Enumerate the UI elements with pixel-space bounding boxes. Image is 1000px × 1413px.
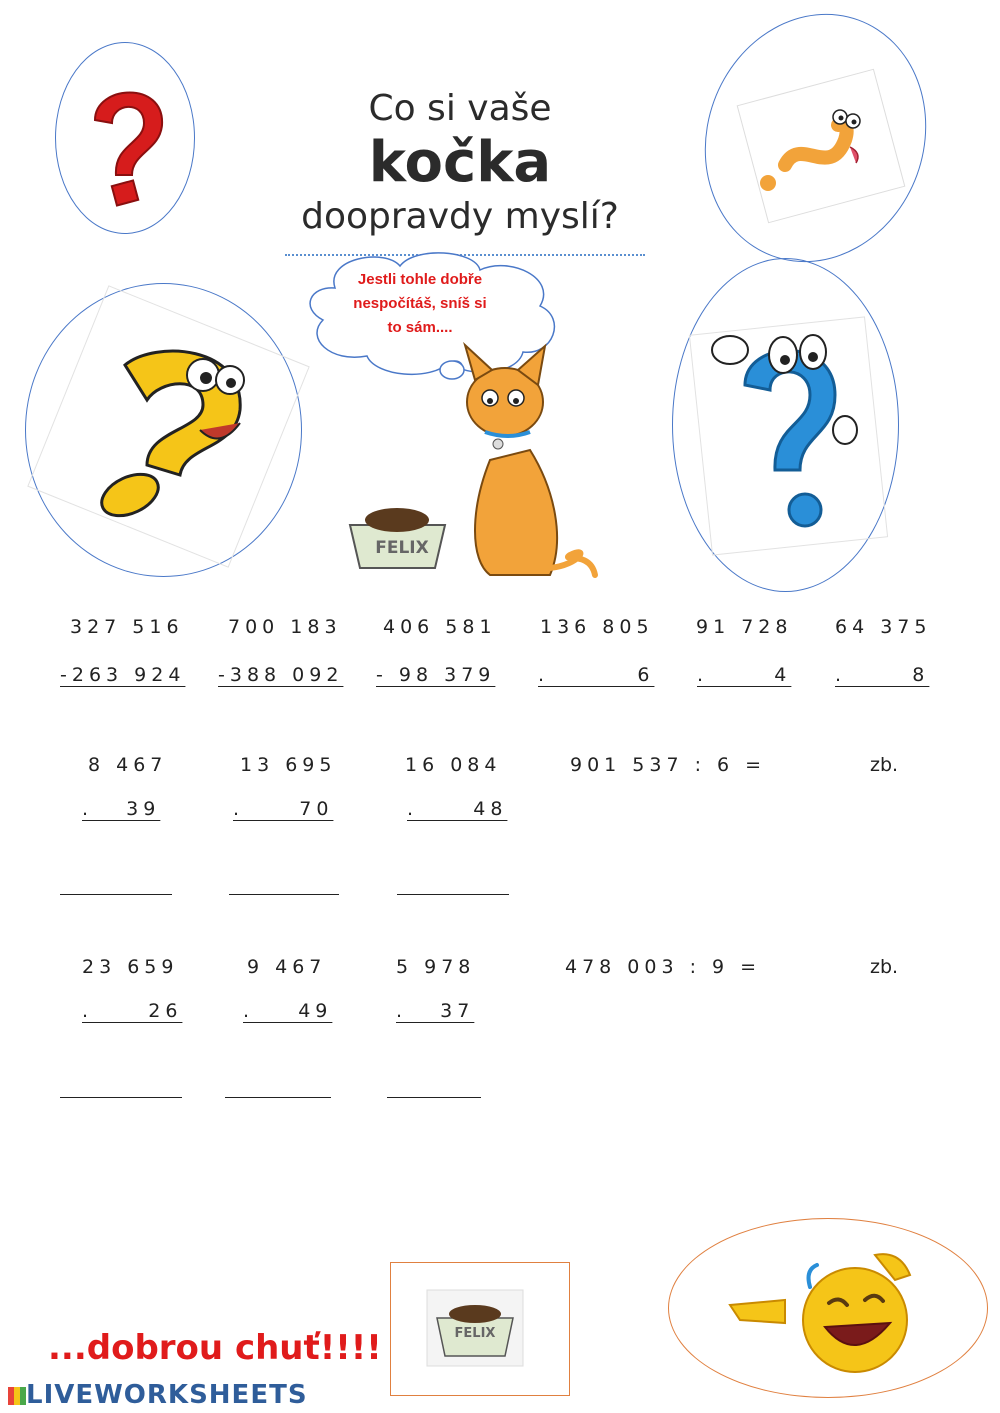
title-line-3: doopravdy myslí? bbox=[301, 196, 619, 237]
blue-cartoon-question-mark-icon bbox=[705, 310, 865, 535]
problem-5-bottom: . 4 bbox=[697, 664, 792, 686]
problem-11-top: 9 467 bbox=[247, 956, 327, 978]
problem-6-bottom: . 8 bbox=[835, 664, 930, 686]
problem-7-bottom: . 39 bbox=[82, 798, 161, 820]
problem-8-bottom: . 70 bbox=[233, 798, 334, 820]
problem-2-bottom: -388 092 bbox=[218, 664, 344, 686]
yellow-cartoon-question-mark-icon bbox=[85, 335, 265, 520]
problem-10-bottom: . 26 bbox=[82, 1000, 183, 1022]
problem-6-top: 64 375 bbox=[835, 616, 932, 638]
problem-11-bottom: . 49 bbox=[243, 1000, 333, 1022]
problem-1-top: 327 516 bbox=[70, 616, 184, 638]
problem-9-top: 16 084 bbox=[405, 754, 502, 776]
problem-4-bottom: . 6 bbox=[538, 664, 655, 686]
division-2: 478 003 : 9 = bbox=[565, 956, 762, 978]
speech-line-1: Jestli tohle dobře bbox=[357, 271, 483, 288]
problem-5-top: 91 728 bbox=[696, 616, 793, 638]
problem-1-bottom: -263 924 bbox=[60, 664, 186, 686]
speech-line-2: nespočítáš, sníš si bbox=[353, 295, 487, 312]
red-question-mark-icon bbox=[70, 75, 180, 215]
problem-10-top: 23 659 bbox=[82, 956, 179, 978]
title-line-2: kočka bbox=[368, 130, 552, 195]
speech-line-3: to sám.... bbox=[387, 319, 453, 336]
footer-greeting: ...dobrou chuť!!!! bbox=[48, 1328, 382, 1368]
remainder-label-1: zb. bbox=[870, 754, 899, 776]
problem-12-top: 5 978 bbox=[396, 956, 476, 978]
bowl-label: FELIX bbox=[375, 538, 429, 558]
problem-4-top: 136 805 bbox=[540, 616, 654, 638]
problem-9-bottom: . 48 bbox=[407, 798, 508, 820]
title-line-1: Co si vaše bbox=[368, 88, 552, 129]
problem-8-top: 13 695 bbox=[240, 754, 337, 776]
bowl-label-small: FELIX bbox=[454, 1326, 496, 1341]
division-1: 901 537 : 6 = bbox=[570, 754, 767, 776]
answer-line-8[interactable] bbox=[229, 894, 339, 895]
laughing-emoji-icon bbox=[725, 1245, 935, 1380]
brand-logo bbox=[8, 1380, 308, 1410]
answer-line-12[interactable] bbox=[387, 1097, 481, 1098]
remainder-label-2: zb. bbox=[870, 956, 899, 978]
problem-3-top: 406 581 bbox=[383, 616, 497, 638]
problem-3-bottom: - 98 379 bbox=[376, 664, 496, 686]
problem-7-top: 8 467 bbox=[88, 754, 168, 776]
orange-worm-question-mark-icon bbox=[750, 95, 890, 205]
problem-2-top: 700 183 bbox=[228, 616, 342, 638]
brand-cube-icon bbox=[8, 1387, 26, 1405]
answer-line-7[interactable] bbox=[60, 894, 172, 895]
speech-bubble-text bbox=[330, 268, 510, 340]
answer-line-11[interactable] bbox=[225, 1097, 331, 1098]
answer-line-10[interactable] bbox=[60, 1097, 182, 1098]
answer-line-9[interactable] bbox=[397, 894, 509, 895]
problem-12-bottom: . 37 bbox=[396, 1000, 475, 1022]
brand-text: LIVEWORKSHEETS bbox=[26, 1380, 308, 1410]
